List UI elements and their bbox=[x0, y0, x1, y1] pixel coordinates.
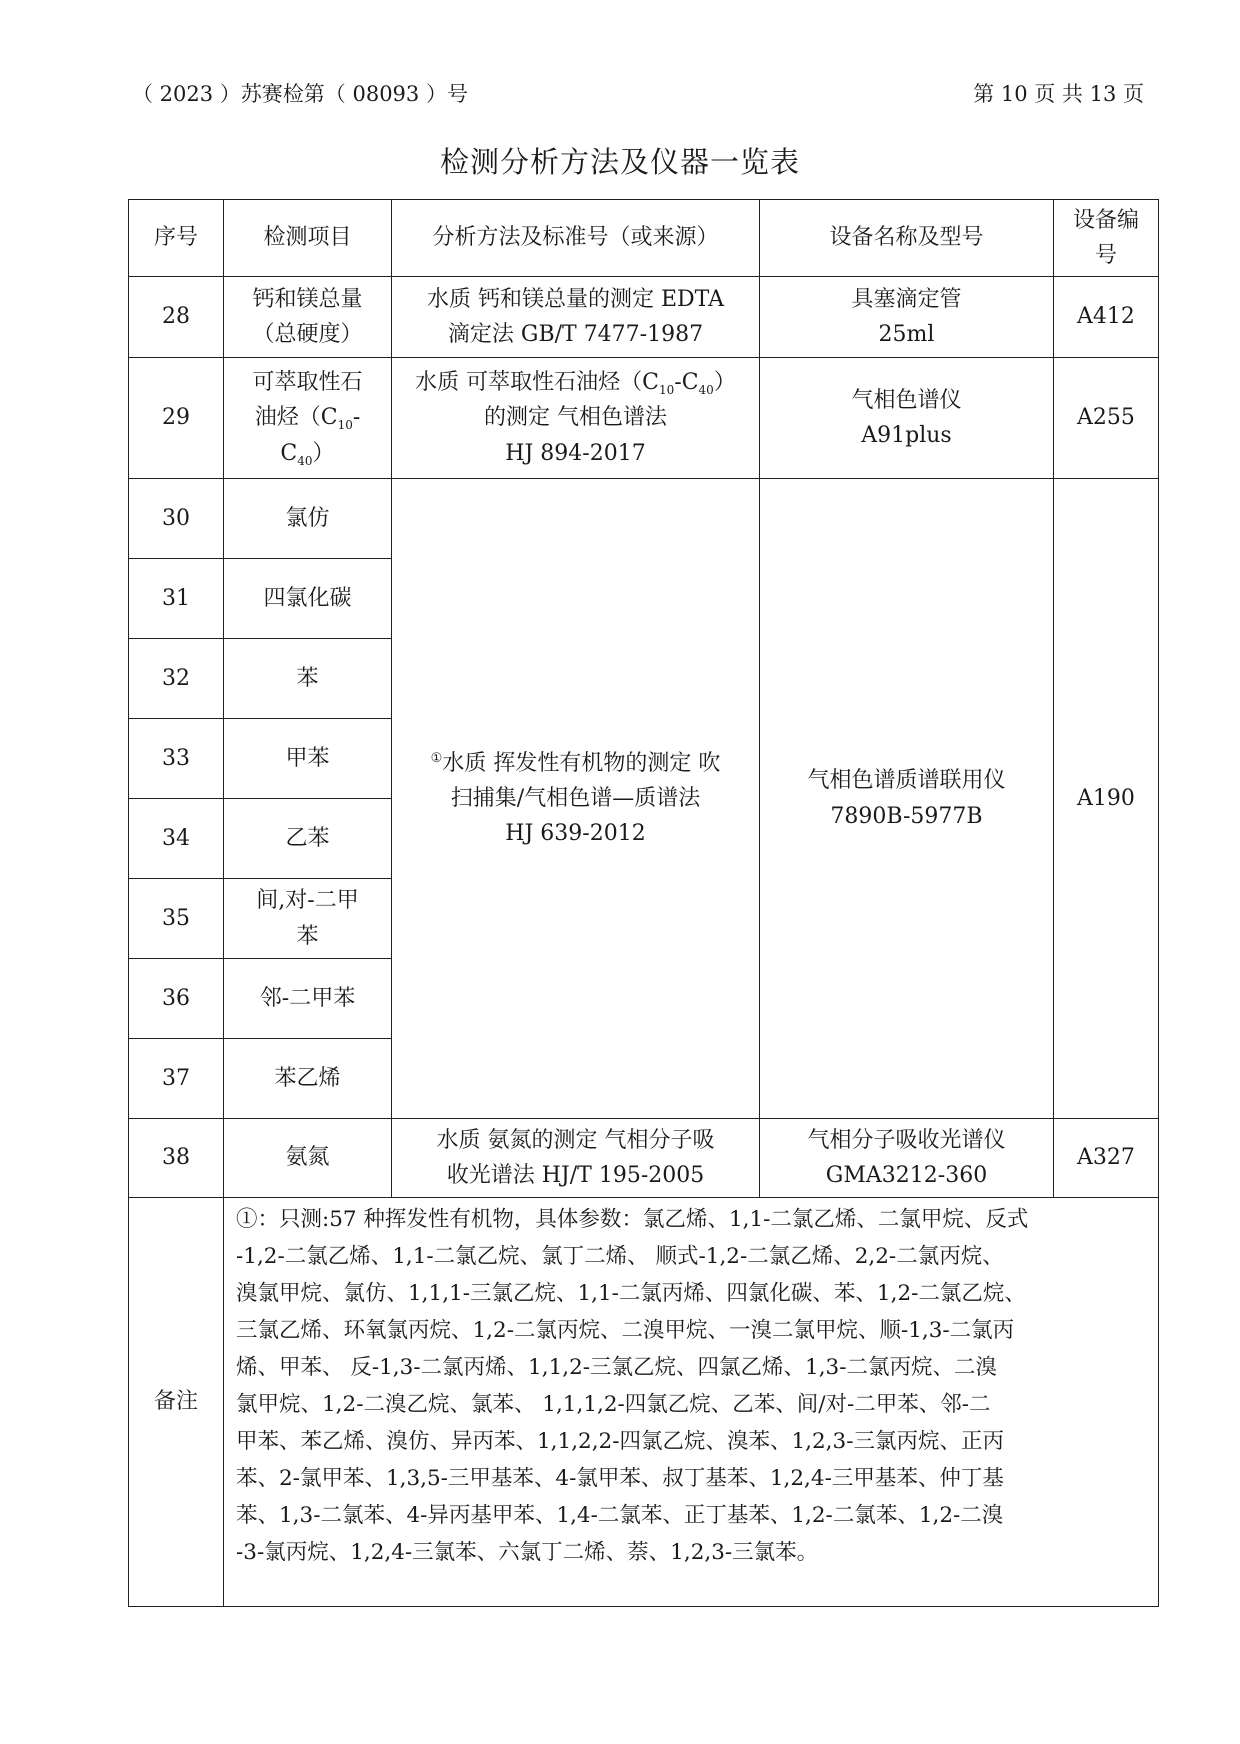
row-method-line2: 的测定 气相色谱法 bbox=[484, 405, 667, 431]
header-device-no-line1: 设备编 bbox=[1072, 207, 1139, 233]
subscript-40: 40 bbox=[698, 383, 714, 398]
voc-method-line1 bbox=[400, 746, 751, 781]
note-line: 苯、1,3-二氯苯、4-异丙基甲苯、1,4-二氯苯、正丁基苯、1,2-二氯苯、1,2-二溴 bbox=[236, 1502, 1004, 1528]
voc-device-line1: 气相色谱质谱联用仪 bbox=[807, 768, 1006, 794]
voc-device-cell bbox=[760, 479, 1054, 1119]
voc-method-line1-text: 水质 挥发性有机物的测定 吹 bbox=[442, 750, 721, 776]
row-item bbox=[224, 277, 392, 358]
row-item: 乙苯 bbox=[224, 799, 392, 879]
report-number: （ 2023 ）苏赛检第（ 08093 ）号 bbox=[132, 82, 468, 106]
note-line: -3-氯丙烷、1,2,4-三氯苯、六氯丁二烯、萘、1,2,3-三氯苯。 bbox=[236, 1539, 819, 1565]
row-no: 34 bbox=[129, 799, 224, 879]
header-device-no-line2: 号 bbox=[1094, 243, 1117, 268]
row-item bbox=[224, 358, 392, 479]
method-text-post: ） bbox=[713, 370, 736, 396]
row-no: 31 bbox=[129, 559, 224, 639]
row-item-line1: 钙和镁总量 bbox=[252, 286, 363, 312]
row-method bbox=[392, 358, 760, 479]
header-device: 设备名称及型号 bbox=[760, 200, 1054, 277]
document-title: 检测分析方法及仪器一览表 bbox=[439, 145, 800, 179]
page-indicator: 第 10 页 共 13 页 bbox=[973, 82, 1144, 106]
row-item: 四氯化碳 bbox=[224, 559, 392, 639]
subscript-10: 10 bbox=[658, 383, 675, 398]
row-item bbox=[224, 879, 392, 959]
row-item-line2 bbox=[232, 400, 383, 470]
row-device-no: A327 bbox=[1054, 1119, 1159, 1198]
row-device-line1: 具塞滴定管 bbox=[851, 286, 962, 312]
row-device-no: A412 bbox=[1054, 277, 1159, 358]
subscript-40: 40 bbox=[297, 453, 313, 468]
item-text-post: ） bbox=[312, 440, 335, 466]
row-device bbox=[760, 358, 1054, 479]
table-row-28 bbox=[129, 277, 1159, 358]
row-item: 邻-二甲苯 bbox=[224, 959, 392, 1039]
row-method-line2: 滴定法 GB/T 7477-1987 bbox=[447, 322, 704, 347]
item-text-pre: 油烃（C bbox=[254, 405, 338, 431]
row-no: 35 bbox=[129, 879, 224, 959]
row-no: 28 bbox=[129, 277, 224, 358]
item-text-mid: -C bbox=[280, 405, 361, 466]
row-item-line2: （总硬度） bbox=[252, 322, 363, 347]
voc-device-no-cell: A190 bbox=[1054, 479, 1159, 1119]
voc-method-line3: HJ 639-2012 bbox=[505, 821, 646, 847]
table-row-note bbox=[129, 1198, 1159, 1607]
row-device-line1: 气相色谱仪 bbox=[851, 387, 962, 413]
row-no: 36 bbox=[129, 959, 224, 1039]
row-item-line2: 苯 bbox=[296, 923, 319, 949]
row-no: 37 bbox=[129, 1039, 224, 1119]
row-no: 33 bbox=[129, 719, 224, 799]
row-device bbox=[760, 277, 1054, 358]
row-item: 氯仿 bbox=[224, 479, 392, 559]
row-no: 32 bbox=[129, 639, 224, 719]
row-item: 甲苯 bbox=[224, 719, 392, 799]
row-device-line1: 气相分子吸收光谱仪 bbox=[807, 1127, 1006, 1153]
row-item-line1: 可萃取性石 bbox=[252, 370, 363, 396]
note-line: 三氯乙烯、环氧氯丙烷、1,2-二氯丙烷、二溴甲烷、一溴二氯甲烷、顺-1,3-二氯丙 bbox=[236, 1317, 1015, 1343]
row-item: 氨氮 bbox=[224, 1119, 392, 1198]
voc-method-cell bbox=[392, 479, 760, 1119]
row-method bbox=[392, 277, 760, 358]
row-method-line1: 水质 氨氮的测定 气相分子吸 bbox=[436, 1127, 715, 1153]
row-no: 29 bbox=[129, 358, 224, 479]
note-line: 甲苯、苯乙烯、溴仿、异丙苯、1,1,2,2-四氯乙烷、溴苯、1,2,3-三氯丙烷、正丙 bbox=[236, 1428, 1004, 1454]
note-body bbox=[224, 1198, 1159, 1607]
row-no: 38 bbox=[129, 1119, 224, 1198]
subscript-10: 10 bbox=[337, 418, 353, 433]
note-line: 烯、甲苯、 反-1,3-二氯丙烯、1,1,2-三氯乙烷、四氯乙烯、1,3-二氯丙烷、二溴 bbox=[236, 1354, 997, 1380]
row-no: 30 bbox=[129, 479, 224, 559]
header-item: 检测项目 bbox=[224, 200, 392, 277]
row-device-line2: 25ml bbox=[878, 322, 935, 347]
note-line: ①：只测:57 种挥发性有机物，具体参数：氯乙烯、1,1-二氯乙烯、二氯甲烷、反式 bbox=[236, 1207, 1029, 1232]
row-device bbox=[760, 1119, 1054, 1198]
row-item: 苯 bbox=[224, 639, 392, 719]
header-no: 序号 bbox=[129, 200, 224, 277]
method-text-pre: 水质 可萃取性石油烃（C bbox=[415, 370, 659, 396]
row-method-line1: 水质 钙和镁总量的测定 EDTA bbox=[426, 286, 725, 312]
method-text-mid: -C bbox=[674, 370, 699, 396]
note-line: -1,2-二氯乙烯、1,1-二氯乙烷、氯丁二烯、 顺式-1,2-二氯乙烯、2,2-二氯丙烷、 bbox=[236, 1243, 1004, 1269]
header-method: 分析方法及标准号（或来源） bbox=[392, 200, 760, 277]
table-row-29 bbox=[129, 358, 1159, 479]
voc-method-line2: 扫捕集/气相色谱—质谱法 bbox=[450, 785, 701, 811]
row-item-line1: 间,对-二甲 bbox=[256, 888, 359, 914]
note-line: 苯、2-氯甲苯、1,3,5-三甲基苯、4-氯甲苯、叔丁基苯、1,2,4-三甲基苯、仲丁基 bbox=[236, 1465, 1004, 1491]
row-method-line2: 收光谱法 HJ/T 195-2005 bbox=[446, 1163, 705, 1188]
table-row-30 bbox=[129, 479, 1159, 559]
row-item: 苯乙烯 bbox=[224, 1039, 392, 1119]
methods-instruments-table bbox=[128, 199, 1159, 1607]
header-device-no bbox=[1054, 200, 1159, 277]
table-row-38 bbox=[129, 1119, 1159, 1198]
row-device-no: A255 bbox=[1054, 358, 1159, 479]
note-label: 备注 bbox=[129, 1198, 224, 1607]
row-device-line2: A91plus bbox=[861, 423, 952, 448]
table-header-row bbox=[129, 200, 1159, 277]
row-method-line1 bbox=[400, 365, 751, 400]
footnote-marker: ① bbox=[430, 750, 443, 766]
note-line: 氯甲烷、1,2-二溴乙烷、氯苯、 1,1,1,2-四氯乙烷、乙苯、间/对-二甲苯、邻-二 bbox=[236, 1391, 991, 1417]
row-device-line2: GMA3212-360 bbox=[825, 1163, 988, 1188]
row-method bbox=[392, 1119, 760, 1198]
row-method-line3: HJ 894-2017 bbox=[505, 440, 646, 466]
voc-device-line2: 7890B-5977B bbox=[830, 803, 983, 829]
note-line: 溴氯甲烷、氯仿、1,1,1-三氯乙烷、1,1-二氯丙烯、四氯化碳、苯、1,2-二氯乙烷、 bbox=[236, 1280, 1026, 1306]
